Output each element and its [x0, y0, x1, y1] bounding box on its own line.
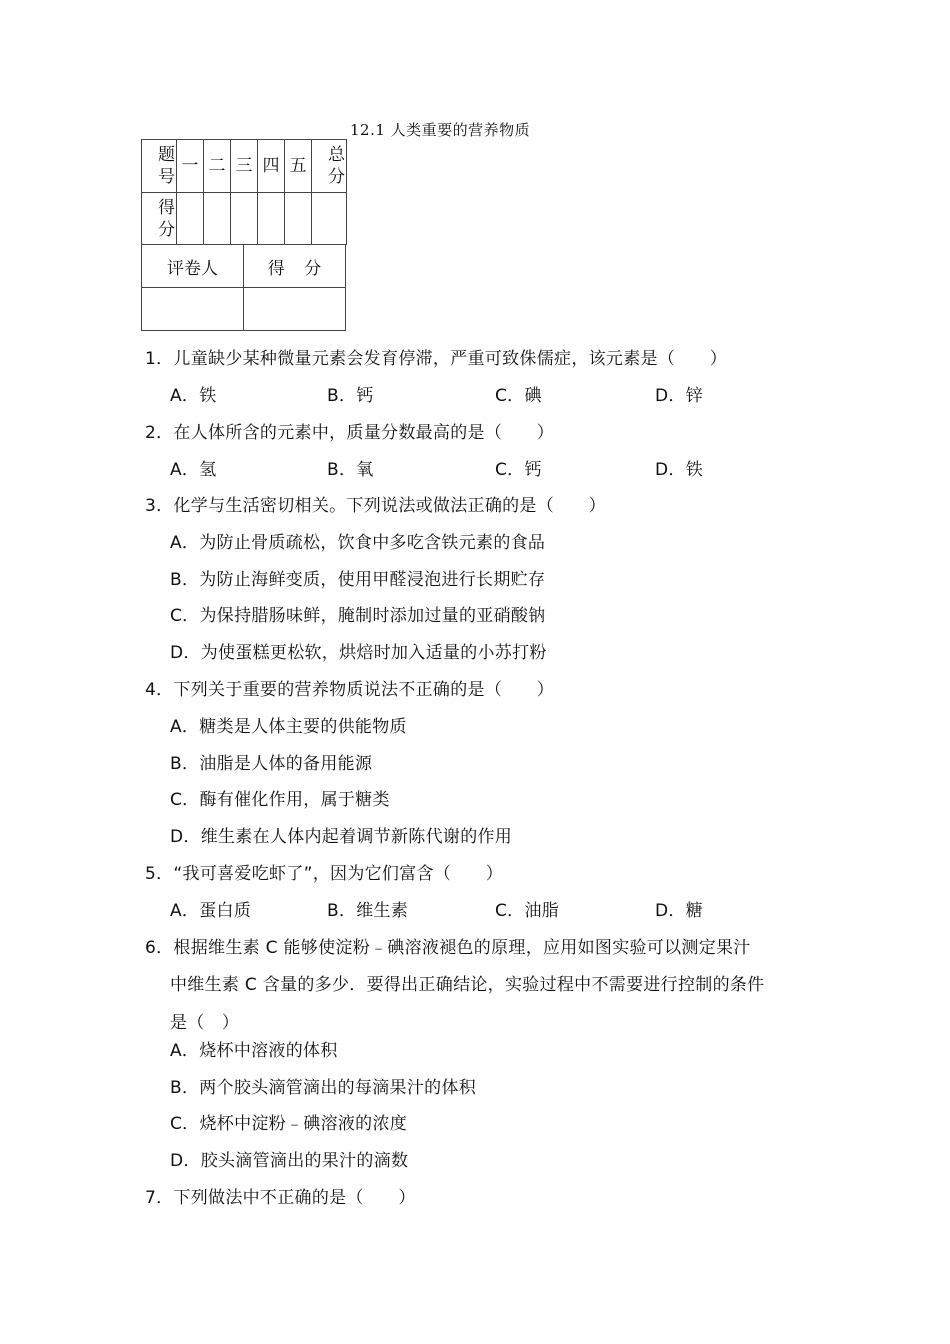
- column-header: 一: [177, 140, 204, 193]
- score-table-score-row: [142, 193, 347, 245]
- score-row-label: 得分: [142, 193, 177, 245]
- question-stem: 4．下列关于重要的营养物质说法不正确的是（ ）: [145, 680, 555, 700]
- option[interactable]: C．为保持腊肠味鲜，腌制时添加过量的亚硝酸钠: [170, 606, 546, 626]
- option[interactable]: A．蛋白质: [170, 901, 252, 921]
- option[interactable]: C．酶有催化作用，属于糖类: [170, 790, 390, 810]
- option[interactable]: C．油脂: [495, 901, 560, 921]
- option[interactable]: D．糖: [655, 901, 703, 921]
- option[interactable]: A．烧杯中溶液的体积: [170, 1041, 338, 1061]
- question-stem: 6．根据维生素 C 能够使淀粉﹣碘溶液褪色的原理，应用如图实验可以测定果汁: [145, 938, 751, 958]
- option[interactable]: B．两个胶头滴管滴出的每滴果汁的体积: [170, 1078, 477, 1098]
- header-row-label: 题号: [142, 140, 177, 193]
- page-title: 12.1 人类重要的营养物质: [350, 121, 531, 139]
- question-stem: 1．儿童缺少某种微量元素会发育停滞，严重可致侏儒症，该元素是（ ）: [145, 349, 728, 369]
- option[interactable]: C．碘: [495, 386, 542, 406]
- option[interactable]: D．维生素在人体内起着调节新陈代谢的作用: [170, 827, 513, 847]
- column-header: 二: [204, 140, 231, 193]
- option[interactable]: D．胶头滴管滴出的果汁的滴数: [170, 1151, 409, 1171]
- option[interactable]: B．维生素: [327, 901, 409, 921]
- grader-table: [141, 244, 346, 331]
- question-stem: 7．下列做法中不正确的是（ ）: [145, 1188, 416, 1208]
- column-header: 总分: [312, 140, 347, 193]
- option[interactable]: D．铁: [655, 460, 703, 480]
- reviewer-label: 评卷人: [142, 245, 244, 288]
- score-cell[interactable]: [258, 193, 285, 245]
- question-stem: 3．化学与生活密切相关。下列说法或做法正确的是（ ）: [145, 496, 606, 516]
- score-cell[interactable]: [204, 193, 231, 245]
- score-table-header-row: [142, 140, 347, 193]
- option[interactable]: D．为使蛋糕更松软，烘焙时加入适量的小苏打粉: [170, 643, 547, 663]
- question-stem: 2．在人体所含的元素中，质量分数最高的是（ ）: [145, 423, 555, 443]
- score-table: [141, 139, 347, 245]
- score-cell[interactable]: [312, 193, 347, 245]
- option[interactable]: A．氢: [170, 460, 217, 480]
- column-header: 五: [285, 140, 312, 193]
- column-header: 四: [258, 140, 285, 193]
- column-header: 三: [231, 140, 258, 193]
- option[interactable]: C．烧杯中淀粉﹣碘溶液的浓度: [170, 1114, 408, 1134]
- option[interactable]: B．氧: [327, 460, 374, 480]
- score-cell[interactable]: [285, 193, 312, 245]
- grader-score-cell[interactable]: [244, 288, 346, 331]
- option[interactable]: A．为防止骨质疏松，饮食中多吃含铁元素的食品: [170, 533, 546, 553]
- option[interactable]: A．铁: [170, 386, 217, 406]
- option[interactable]: C．钙: [495, 460, 542, 480]
- question-stem-continued: 中维生素 C 含量的多少．要得出正确结论，实验过程中不需要进行控制的条件: [170, 975, 765, 995]
- question-stem-continued: 是（ ）: [170, 1013, 240, 1033]
- option[interactable]: B．钙: [327, 386, 374, 406]
- option[interactable]: A．糖类是人体主要的供能物质: [170, 717, 407, 737]
- option[interactable]: B．油脂是人体的备用能源: [170, 754, 373, 774]
- grader-score-label: 得 分: [244, 245, 346, 288]
- option[interactable]: B．为防止海鲜变质，使用甲醛浸泡进行长期贮存: [170, 570, 546, 590]
- option[interactable]: D．锌: [655, 386, 703, 406]
- score-cell[interactable]: [231, 193, 258, 245]
- question-stem: 5．“我可喜爱吃虾了”，因为它们富含（ ）: [145, 864, 504, 884]
- score-cell[interactable]: [177, 193, 204, 245]
- reviewer-cell[interactable]: [142, 288, 244, 331]
